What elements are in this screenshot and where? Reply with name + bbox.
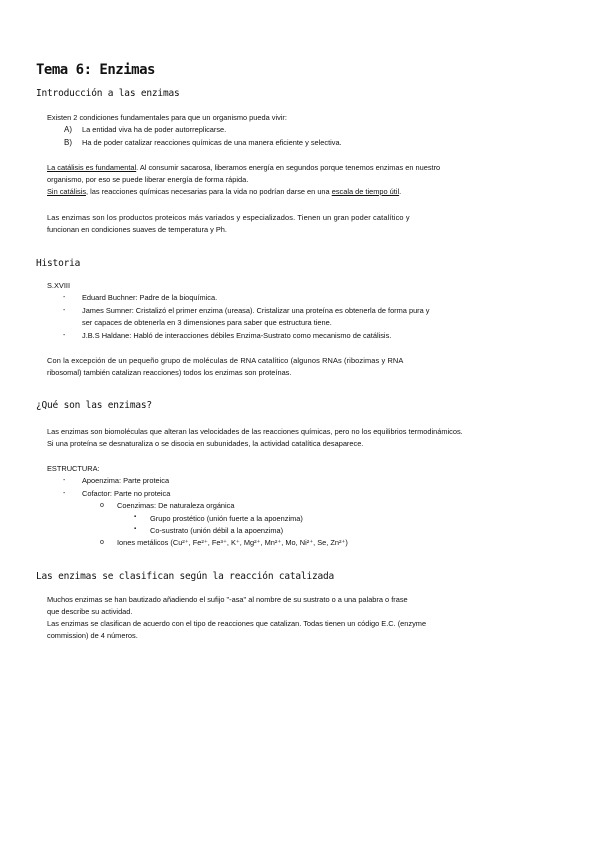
intro-paragraph-2-line-2: organismo, por eso se puede liberar energía de forma rápida.: [47, 175, 249, 184]
intro-paragraph-2: La catálisis es fundamental. Al consumir sacarosa, liberamos energía en segundos porque tenemos enzimas en nuestro: [47, 163, 441, 172]
historia-item-sumner-line-2: ser capaces de obtenerla en 3 dimensiones para saber que estructura tiene.: [82, 318, 332, 327]
historia-century: S.XVIII: [47, 281, 71, 290]
que-son-paragraph-line-2: Si una proteína se desnaturaliza o se disocia en subunidades, la actividad catalítica desaparece.: [47, 439, 364, 448]
clasifican-line-3: Las enzimas se clasifican de acuerdo con el tipo de reacciones que catalizan. Todas tienen un código E.C. (enzyme: [47, 619, 427, 628]
heading-clasifican: Las enzimas se clasifican según la reacción catalizada: [36, 571, 335, 582]
clasifican-line-1: Muchos enzimas se han bautizado añadiendo el sufijo "-asa" al nombre de su sustrato o a una palabra o frase: [47, 595, 408, 604]
historia-paragraph-line-2: ribosomal) también catalizan reacciones) todos los enzimas son proteínas.: [47, 368, 292, 377]
grupo-prostetico-item: Grupo prostético (unión fuerte a la apoenzima): [150, 514, 303, 523]
historia-item-buchner: Eduard Buchner: Padre de la bioquímica.: [82, 293, 218, 302]
list-item-a: La entidad viva ha de poder autorreplicarse.: [82, 125, 227, 134]
cosustrato-item: Co-sustrato (unión débil a la apoenzima): [150, 526, 284, 535]
heading-introduccion: Introducción a las enzimas: [36, 88, 180, 99]
apoenzima-item: Apoenzima: Parte proteica: [82, 476, 170, 485]
list-marker-b: B): [64, 138, 72, 147]
estructura-label: ESTRUCTURA:: [47, 464, 100, 473]
intro-paragraph-4: Las enzimas son los productos proteicos más variados y especializados. Tienen un gran poder catalítico y: [47, 213, 410, 222]
heading-que-son: ¿Qué son las enzimas?: [36, 400, 152, 411]
intro-paragraph-1: Existen 2 condiciones fundamentales para que un organismo pueda vivir:: [47, 113, 287, 122]
intro-paragraph-3: Sin catálisis, las reacciones químicas necesarias para la vida no podrían darse en una escala de tiempo útil.: [47, 187, 402, 196]
list-item-b: Ha de poder catalizar reacciones químicas de una manera eficiente y selectiva.: [82, 138, 342, 147]
bullet-square: ▪: [134, 526, 137, 532]
heading-historia: Historia: [36, 258, 81, 269]
underline-catalisis-fundamental: La catálisis es fundamental: [47, 163, 137, 172]
underline-sin-catalisis: Sin catálisis: [47, 187, 87, 196]
cofactor-item: Cofactor: Parte no proteica: [82, 489, 171, 498]
underline-escala-tiempo: escala de tiempo útil: [331, 187, 400, 196]
coenzimas-item: Coenzimas: De naturaleza orgánica: [117, 501, 235, 510]
bullet-circle: o: [100, 539, 104, 546]
historia-item-haldane: J.B.S Haldane: Habló de interacciones débiles Enzima-Sustrato como mecanismo de catálisis.: [82, 331, 392, 340]
bullet-dash: -: [63, 294, 66, 301]
bullet-dash: -: [63, 332, 66, 339]
bullet-circle: o: [100, 502, 104, 509]
clasifican-line-4: commission) de 4 números.: [47, 631, 138, 640]
bullet-dash: -: [63, 307, 66, 314]
bullet-dash: -: [63, 490, 66, 497]
bullet-square: ▪: [134, 514, 137, 520]
historia-item-sumner: James Sumner: Cristalizó el primer enzima (ureasa). Cristalizar una proteína es obtenerla de forma pura y: [82, 306, 430, 315]
bullet-dash: -: [63, 477, 66, 484]
clasifican-line-2: que describe su actividad.: [47, 607, 133, 616]
intro-paragraph-4-line-2: funcionan en condiciones suaves de temperatura y Ph.: [47, 225, 227, 234]
iones-metalicos-item: Iones metálicos (Cu²⁺, Fe²⁺, Fe³⁺, K⁺, Mg²⁺, Mn²⁺, Mo, Ni²⁺, Se, Zn²⁺): [117, 538, 348, 547]
que-son-paragraph: Las enzimas son biomoléculas que alteran las velocidades de las reacciones químicas, pero no los equilibrios termodinámicos.: [47, 427, 463, 436]
page-title: Tema 6: Enzimas: [36, 62, 155, 78]
list-marker-a: A): [64, 125, 72, 134]
historia-paragraph: Con la excepción de un pequeño grupo de moléculas de RNA catalítico (algunos RNAs (ribozimas y RNA: [47, 356, 404, 365]
